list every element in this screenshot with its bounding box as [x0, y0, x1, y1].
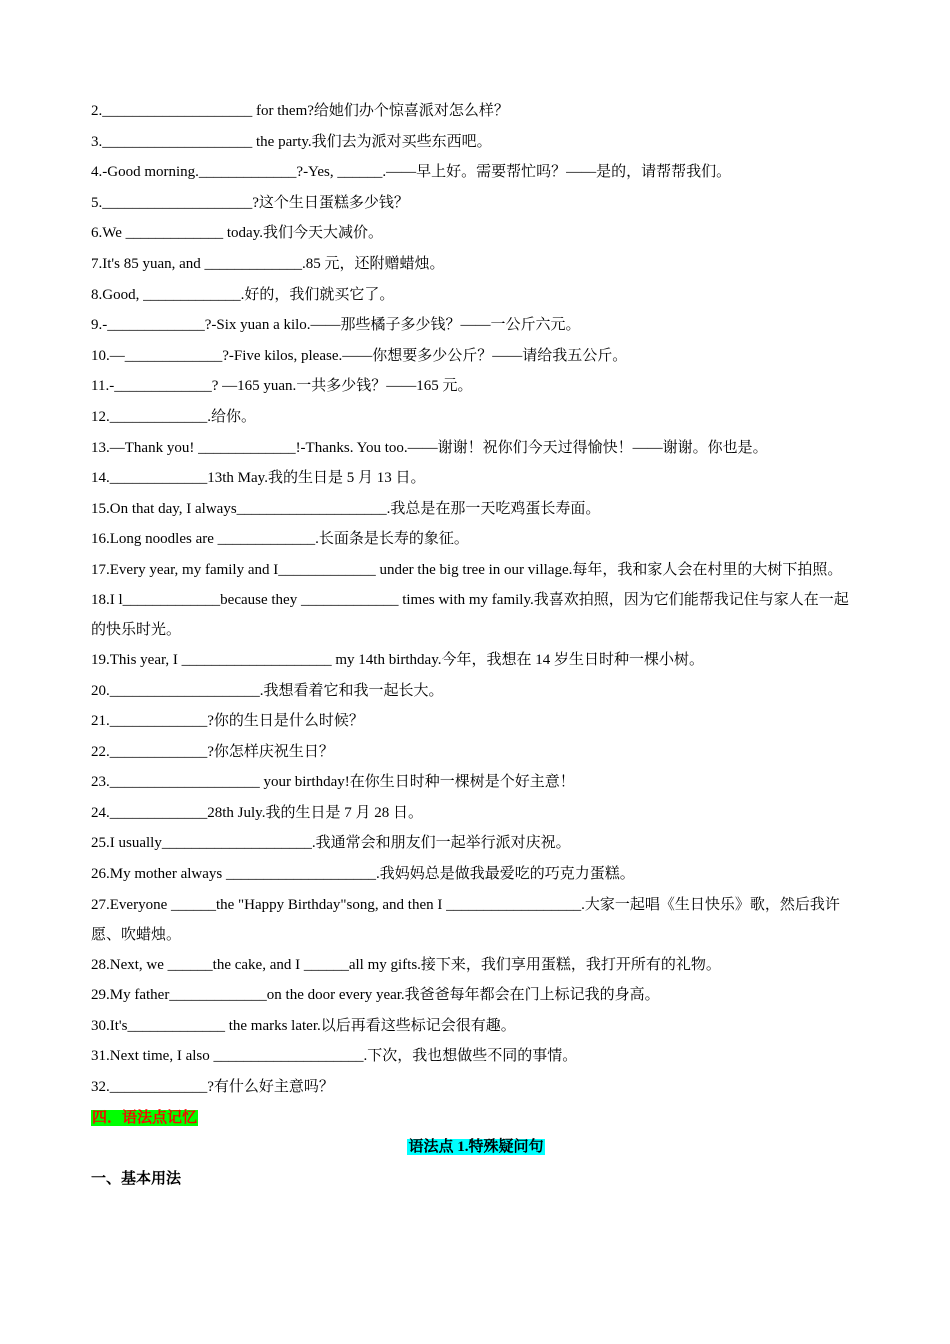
exercise-line-13: 13.—Thank you! _____________!-Thanks. You too.——谢谢！祝你们今天过得愉快！——谢谢。你也是。 [91, 439, 768, 456]
exercise-line-23: 23.____________________ your birthday!在你生日时种一棵树是个好主意！ [91, 774, 575, 791]
exercise-line-12: 12._____________.给你。 [91, 408, 257, 425]
exercise-line-8: 8.Good, _____________.好的，我们就买它了。 [91, 286, 395, 303]
exercise-line-6: 6.We _____________ today.我们今天大减价。 [91, 225, 383, 242]
exercise-content [91, 96, 861, 1194]
grammar-title [91, 1132, 861, 1162]
section-heading [91, 1104, 861, 1132]
exercise-line-32: 32._____________?有什么好主意吗？ [91, 1079, 334, 1096]
exercise-line-16: 16.Long noodles are _____________.长面条是长寿的象征。 [91, 531, 469, 548]
exercise-line-22: 22._____________?你怎样庆祝生日？ [91, 743, 334, 760]
exercise-line-11: 11.-_____________? —165 yuan.一共多少钱？——165 元。 [91, 378, 473, 395]
exercise-line-14: 14._____________13th May.我的生日是 5 月 13 日。 [91, 470, 426, 487]
exercise-line-30: 30.It's_____________ the marks later.以后再看这些标记会很有趣。 [91, 1017, 516, 1034]
exercise-line-17: 17.Every year, my family and I_____________ under the big tree in our village.每年，我和家人会在村里的大树下拍照。 [91, 561, 843, 578]
section-heading-label: 四．语法点记忆 [92, 1109, 198, 1126]
exercise-line-10: 10.—_____________?-Five kilos, please.——你想要多少公斤？——请给我五公斤。 [91, 347, 628, 364]
grammar-title-label: 语法点 1.特殊疑问句 [408, 1138, 544, 1155]
exercise-line-3: 3.____________________ the party.我们去为派对买些东西吧。 [91, 133, 492, 150]
exercise-line-7: 7.It's 85 yuan, and _____________.85 元，还附赠蜡烛。 [91, 255, 445, 272]
exercise-line-4: 4.-Good morning._____________?-Yes, ______.——早上好。需要帮忙吗？——是的，请帮帮我们。 [91, 164, 732, 181]
subheading: 一、基本用法 [91, 1170, 182, 1187]
exercise-line-15: 15.On that day, I always____________________.我总是在那一天吃鸡蛋长寿面。 [91, 500, 601, 517]
exercise-line-19: 19.This year, I ____________________ my 14th birthday.今年，我想在 14 岁生日时种一棵小树。 [91, 651, 704, 668]
exercise-line-2: 2.____________________ for them?给她们办个惊喜派对怎么样？ [91, 103, 509, 119]
exercise-line-24: 24._____________28th July.我的生日是 7 月 28 日。 [91, 804, 423, 821]
exercise-line-28: 28.Next, we ______the cake, and I ______all my gifts.接下来，我们享用蛋糕，我打开所有的礼物。 [91, 956, 721, 973]
exercise-line-31: 31.Next time, I also ____________________.下次，我也想做些不同的事情。 [91, 1048, 578, 1065]
exercise-line-29: 29.My father_____________on the door every year.我爸爸每年都会在门上标记我的身高。 [91, 987, 660, 1004]
exercise-line-27: 27.Everyone ______the "Happy Birthday"song, and then I __________________.大家一起唱《生日快乐》歌，然后我许愿、吹蜡烛。 [91, 896, 840, 943]
exercise-line-21: 21._____________?你的生日是什么时候？ [91, 713, 364, 730]
exercise-line-9: 9.-_____________?-Six yuan a kilo.——那些橘子多少钱？——一公斤六元。 [91, 317, 581, 334]
exercise-line-20: 20.____________________.我想看着它和我一起长大。 [91, 682, 444, 699]
exercise-line-25: 25.I usually____________________.我通常会和朋友们一起举行派对庆祝。 [91, 835, 571, 852]
exercise-line-26: 26.My mother always ____________________.我妈妈总是做我最爱吃的巧克力蛋糕。 [91, 866, 635, 883]
exercise-line-18: 18.I l_____________because they _____________ times with my family.我喜欢拍照，因为它们能帮我记住与家人在一起的快乐时光。 [91, 591, 849, 638]
exercise-line-5: 5.____________________?这个生日蛋糕多少钱？ [91, 194, 409, 211]
